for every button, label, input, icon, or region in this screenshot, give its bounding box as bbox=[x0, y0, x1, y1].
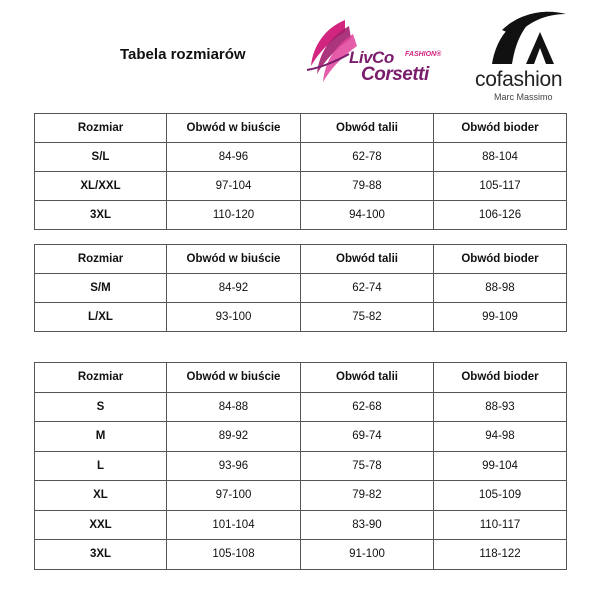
header-size: Rozmiar bbox=[35, 245, 167, 274]
table-row bbox=[35, 201, 567, 230]
table-row bbox=[35, 510, 567, 540]
size-cell: XL/XXL bbox=[35, 172, 167, 201]
hips-cell: 88-93 bbox=[434, 392, 567, 422]
header-waist: Obwód talii bbox=[301, 114, 434, 143]
hips-cell: 118-122 bbox=[434, 540, 567, 570]
table-header-row bbox=[35, 363, 567, 393]
cofashion-emblem-icon bbox=[482, 8, 568, 66]
size-cell: S/L bbox=[35, 143, 167, 172]
cofashion-logo bbox=[470, 8, 580, 104]
hips-cell: 110-117 bbox=[434, 510, 567, 540]
hips-cell: 106-126 bbox=[434, 201, 567, 230]
header-bust: Obwód w biuście bbox=[167, 363, 301, 393]
bust-cell: 84-96 bbox=[167, 143, 301, 172]
header-hips: Obwód bioder bbox=[434, 114, 567, 143]
table-row bbox=[35, 422, 567, 452]
table-header-row bbox=[35, 114, 567, 143]
bust-cell: 97-104 bbox=[167, 172, 301, 201]
table-row bbox=[35, 172, 567, 201]
header-hips: Obwód bioder bbox=[434, 245, 567, 274]
bust-cell: 93-100 bbox=[167, 303, 301, 332]
bust-cell: 101-104 bbox=[167, 510, 301, 540]
header-waist: Obwód talii bbox=[301, 363, 434, 393]
size-cell: L bbox=[35, 451, 167, 481]
waist-cell: 62-74 bbox=[301, 274, 434, 303]
size-cell: 3XL bbox=[35, 201, 167, 230]
waist-cell: 62-68 bbox=[301, 392, 434, 422]
size-cell: M bbox=[35, 422, 167, 452]
waist-cell: 94-100 bbox=[301, 201, 434, 230]
cofashion-subtitle: Marc Massimo bbox=[494, 92, 553, 102]
table-row bbox=[35, 143, 567, 172]
size-cell: L/XL bbox=[35, 303, 167, 332]
bust-cell: 105-108 bbox=[167, 540, 301, 570]
table-row bbox=[35, 303, 567, 332]
size-cell: XL bbox=[35, 481, 167, 511]
bust-cell: 97-100 bbox=[167, 481, 301, 511]
livco-fashion-tag: FASHION® bbox=[405, 51, 442, 58]
hips-cell: 88-98 bbox=[434, 274, 567, 303]
header-waist: Obwód talii bbox=[301, 245, 434, 274]
header-size: Rozmiar bbox=[35, 114, 167, 143]
hips-cell: 105-117 bbox=[434, 172, 567, 201]
waist-cell: 79-88 bbox=[301, 172, 434, 201]
table-header-row bbox=[35, 245, 567, 274]
table-row bbox=[35, 392, 567, 422]
header-bust: Obwód w biuście bbox=[167, 114, 301, 143]
table-row bbox=[35, 481, 567, 511]
bust-cell: 89-92 bbox=[167, 422, 301, 452]
size-cell: S bbox=[35, 392, 167, 422]
bust-cell: 93-96 bbox=[167, 451, 301, 481]
header-bust: Obwód w biuście bbox=[167, 245, 301, 274]
waist-cell: 75-82 bbox=[301, 303, 434, 332]
bust-cell: 84-88 bbox=[167, 392, 301, 422]
corsetti-wordmark: Corsetti bbox=[361, 64, 429, 85]
livco-wordmark: LivCo bbox=[349, 48, 394, 67]
size-table-3 bbox=[34, 362, 567, 570]
hips-cell: 88-104 bbox=[434, 143, 567, 172]
waist-cell: 62-78 bbox=[301, 143, 434, 172]
waist-cell: 83-90 bbox=[301, 510, 434, 540]
bust-cell: 110-120 bbox=[167, 201, 301, 230]
page-title: Tabela rozmiarów bbox=[120, 46, 246, 63]
size-table-2 bbox=[34, 244, 567, 332]
header-hips: Obwód bioder bbox=[434, 363, 567, 393]
bust-cell: 84-92 bbox=[167, 274, 301, 303]
size-table-1 bbox=[34, 113, 567, 230]
size-cell: S/M bbox=[35, 274, 167, 303]
hips-cell: 105-109 bbox=[434, 481, 567, 511]
hips-cell: 99-104 bbox=[434, 451, 567, 481]
waist-cell: 69-74 bbox=[301, 422, 434, 452]
size-cell: 3XL bbox=[35, 540, 167, 570]
waist-cell: 75-78 bbox=[301, 451, 434, 481]
hips-cell: 94-98 bbox=[434, 422, 567, 452]
hips-cell: 99-109 bbox=[434, 303, 567, 332]
waist-cell: 79-82 bbox=[301, 481, 434, 511]
waist-cell: 91-100 bbox=[301, 540, 434, 570]
table-row bbox=[35, 451, 567, 481]
table-row bbox=[35, 540, 567, 570]
table-row bbox=[35, 274, 567, 303]
cofashion-wordmark: cofashion bbox=[475, 68, 563, 91]
livco-corsetti-logo bbox=[305, 18, 465, 86]
size-cell: XXL bbox=[35, 510, 167, 540]
header-size: Rozmiar bbox=[35, 363, 167, 393]
